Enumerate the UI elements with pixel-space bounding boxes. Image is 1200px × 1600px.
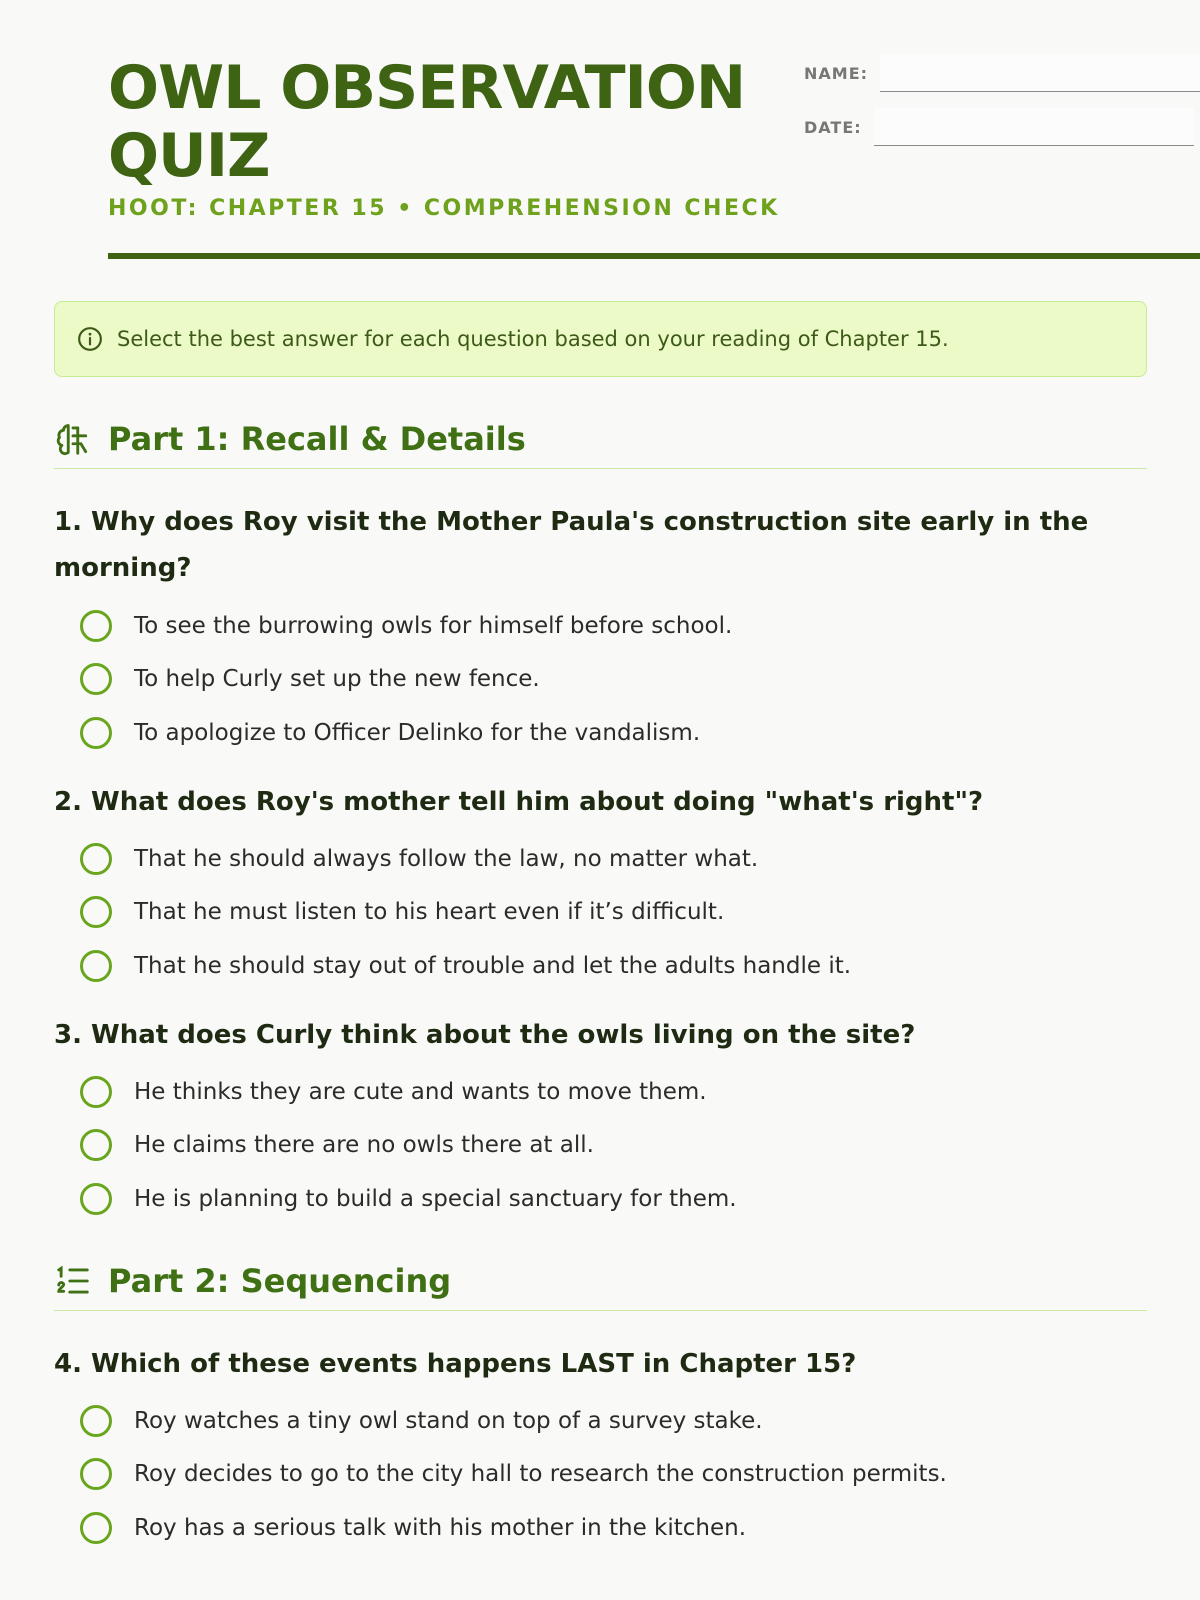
option-text: To help Curly set up the new fence. [134, 666, 540, 693]
question-4: 4. Which of these events happens LAST in Chapter 15? [54, 1349, 857, 1379]
option-text: Roy decides to go to the city hall to research the construction permits. [134, 1461, 947, 1488]
option-text: Roy watches a tiny owl stand on top of a survey stake. [134, 1407, 763, 1434]
section-title-part-2: Part 2: Sequencing [108, 1262, 452, 1300]
option-text: He thinks they are cute and wants to move them. [134, 1078, 707, 1105]
answer-option[interactable] [80, 1501, 1140, 1555]
answer-option[interactable] [80, 1394, 1140, 1448]
option-text: Roy has a serious talk with his mother in the kitchen. [134, 1514, 747, 1541]
option-text: He claims there are no owls there at all. [134, 1132, 594, 1159]
question-3: 3. What does Curly think about the owls living on the site? [54, 1020, 916, 1050]
radio-button[interactable] [80, 843, 112, 875]
date-label: DATE: [804, 117, 862, 137]
question-4-options [80, 1394, 1140, 1555]
radio-button[interactable] [80, 663, 112, 695]
answer-option[interactable] [80, 886, 1140, 940]
answer-option[interactable] [80, 1119, 1140, 1173]
answer-option[interactable] [80, 706, 1140, 760]
option-text: To apologize to Officer Delinko for the vandalism. [134, 719, 701, 746]
title-line-1: OWL OBSERVATION [108, 53, 746, 123]
name-label: NAME: [804, 63, 869, 83]
instructions-notice [54, 301, 1147, 377]
info-icon [77, 326, 103, 352]
instructions-text: Select the best answer for each question based on your reading of Chapter 15. [117, 327, 949, 351]
radio-button[interactable] [80, 950, 112, 982]
radio-button[interactable] [80, 1458, 112, 1490]
section-title-part-1: Part 1: Recall & Details [108, 420, 526, 458]
header-divider [108, 253, 1200, 259]
page-title [108, 54, 768, 190]
page-subtitle: HOOT: CHAPTER 15 • COMPREHENSION CHECK [108, 196, 780, 221]
numbered-list-icon [54, 1262, 92, 1300]
radio-button[interactable] [80, 1129, 112, 1161]
answer-option[interactable] [80, 653, 1140, 707]
radio-button[interactable] [80, 1076, 112, 1108]
question-2-options [80, 832, 1140, 993]
answer-option[interactable] [80, 1065, 1140, 1119]
radio-button[interactable] [80, 896, 112, 928]
option-text: That he must listen to his heart even if it’s difficult. [134, 899, 725, 926]
answer-option[interactable] [80, 1448, 1140, 1502]
name-input[interactable] [880, 54, 1200, 92]
answer-option[interactable] [80, 832, 1140, 886]
quiz-header [54, 0, 1146, 260]
section-part-1 [54, 420, 1147, 469]
option-text: That he should always follow the law, no matter what. [134, 845, 759, 872]
answer-option[interactable] [80, 599, 1140, 653]
answer-option[interactable] [80, 939, 1140, 993]
question-1: 1. Why does Roy visit the Mother Paula's construction site early in the morning? [54, 507, 1089, 583]
title-line-2: QUIZ [108, 121, 270, 191]
radio-button[interactable] [80, 717, 112, 749]
radio-button[interactable] [80, 1512, 112, 1544]
brain-icon [54, 420, 92, 458]
option-text: To see the burrowing owls for himself before school. [134, 612, 733, 639]
question-2: 2. What does Roy's mother tell him about doing "what's right"? [54, 787, 984, 817]
radio-button[interactable] [80, 1405, 112, 1437]
date-input[interactable] [874, 108, 1194, 146]
name-field-group [804, 54, 1200, 92]
option-text: He is planning to build a special sanctuary for them. [134, 1185, 737, 1212]
option-text: That he should stay out of trouble and let the adults handle it. [134, 952, 852, 979]
question-1-options [80, 599, 1140, 760]
radio-button[interactable] [80, 1183, 112, 1215]
section-part-2 [54, 1262, 1147, 1311]
radio-button[interactable] [80, 610, 112, 642]
date-field-group [804, 108, 1194, 146]
question-3-options [80, 1065, 1140, 1226]
answer-option[interactable] [80, 1172, 1140, 1226]
